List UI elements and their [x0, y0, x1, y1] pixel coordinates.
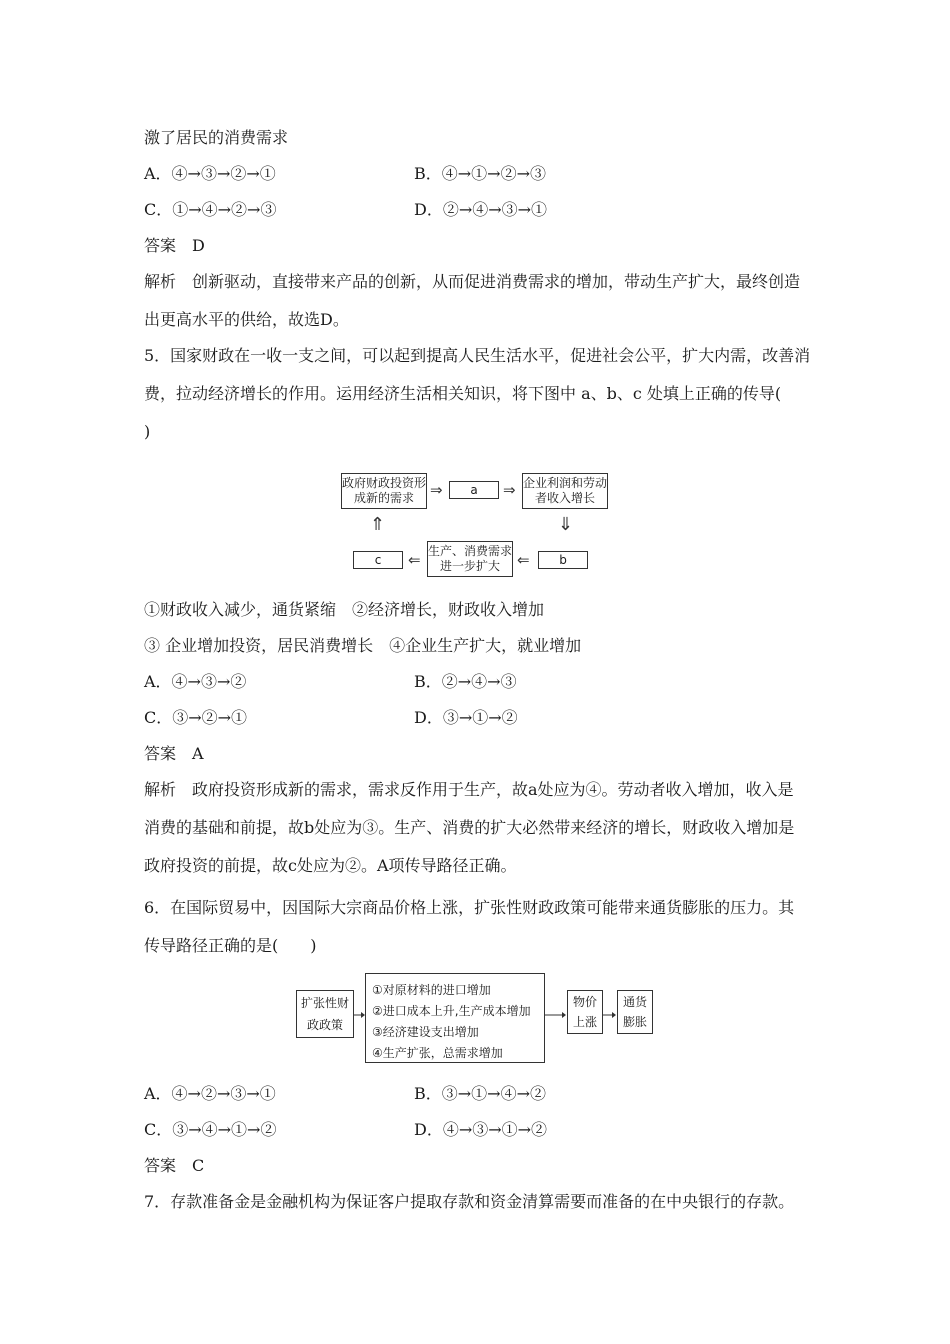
diagram-box-label: c: [374, 552, 382, 567]
option-d: D．③→①→②: [414, 708, 518, 727]
diagram-box-expansionary-policy: [296, 990, 354, 1038]
analysis-line: 出更高水平的供给，故选D。: [144, 310, 349, 329]
left-arrow-icon: ⇐: [517, 551, 530, 569]
diagram-box-label: 生产、消费需求进一步扩大: [428, 544, 513, 573]
answer: 答案 D: [144, 236, 205, 255]
option-d: D．②→④→③→①: [414, 200, 548, 219]
down-arrow-icon: ⇓: [558, 514, 574, 535]
analysis-line: 消费的基础和前提，故b处应为③。生产、消费的扩大必然带来经济的增长，财政收入增加是: [144, 818, 795, 837]
option-b: B．④→①→②→③: [414, 164, 546, 183]
diagram-list-item: ②进口成本上升,生产成本增加: [372, 1004, 531, 1018]
question-stem: 6．在国际贸易中，因国际大宗商品价格上涨，扩张性财政政策可能带来通货膨胀的压力。其: [144, 898, 795, 917]
diagram-list-item: ③经济建设支出增加: [372, 1025, 479, 1039]
answer: 答案 C: [144, 1156, 205, 1175]
option-b: B．③→①→④→②: [414, 1084, 546, 1103]
diagram-box-price-rise: [567, 990, 603, 1034]
diagram-list-item: ④生产扩张，总需求增加: [372, 1046, 503, 1060]
option-a: A．④→③→②→①: [144, 164, 276, 183]
option-b: B．②→④→③: [414, 672, 517, 691]
diagram-list-item: ①对原材料的进口增加: [372, 983, 491, 997]
diagram-box-demand-expand: [427, 541, 513, 577]
question-stem: 传导路径正确的是( ): [144, 936, 317, 955]
diagram-box-label: 政府财政投资形成新的需求: [342, 476, 427, 505]
right-arrow-icon: ⇒: [503, 481, 516, 499]
analysis-line: 解析 政府投资形成新的需求，需求反作用于生产，故a处应为④。劳动者收入增加，收入是: [144, 780, 794, 799]
option-c: C．③→④→①→②: [144, 1120, 277, 1139]
analysis-line: 政府投资的前提，故c处应为②。A项传导路径正确。: [144, 856, 517, 875]
arrow-icon: [603, 1010, 617, 1020]
diagram-box-a: [449, 481, 499, 499]
option-a: A．④→③→②: [144, 672, 247, 691]
question-stem: 7．存款准备金是金融机构为保证客户提取存款和资金清算需要而准备的在中央银行的存款。: [144, 1192, 795, 1211]
diagram-list-box: [365, 973, 545, 1063]
question-stem: 费，拉动经济增长的作用。运用经济生活相关知识，将下图中 a、b、c 处填上正确的传导(: [144, 384, 782, 403]
diagram-box-label: a: [470, 482, 478, 497]
diagram-box-c: [353, 551, 403, 569]
diagram-box-b: [538, 551, 588, 569]
question-text: 激了居民的消费需求: [144, 128, 289, 147]
question-stem: ): [144, 422, 151, 441]
option-c: C．①→④→②→③: [144, 200, 277, 219]
item-list-line: ①财政收入减少，通货紧缩 ②经济增长，财政收入增加: [144, 600, 545, 619]
diagram-box-label: 物价上涨: [572, 995, 597, 1029]
left-arrow-icon: ⇐: [408, 551, 421, 569]
diagram-box-label: 企业利润和劳动者收入增长: [523, 476, 608, 505]
option-a: A．④→②→③→①: [144, 1084, 276, 1103]
up-arrow-icon: ⇑: [370, 514, 386, 535]
diagram-box-profit-income: [522, 473, 608, 509]
option-c: C．③→②→①: [144, 708, 248, 727]
right-arrow-icon: ⇒: [430, 481, 443, 499]
item-list-line: ③ 企业增加投资，居民消费增长 ④企业生产扩大，就业增加: [144, 636, 582, 655]
diagram-box-label: b: [559, 552, 567, 567]
diagram-box-label: 扩张性财政政策: [300, 996, 349, 1032]
diagram-box-government-investment: [341, 473, 427, 509]
diagram-box-inflation: [617, 990, 653, 1034]
answer: 答案 A: [144, 744, 204, 763]
question-stem: 5．国家财政在一收一支之间，可以起到提高人民生活水平，促进社会公平，扩大内需，改善消: [144, 346, 811, 365]
option-d: D．④→③→①→②: [414, 1120, 548, 1139]
arrow-icon: [545, 1010, 567, 1020]
diagram-box-label: 通货膨胀: [622, 995, 647, 1029]
analysis-line: 解析 创新驱动，直接带来产品的创新，从而促进消费需求的增加，带动生产扩大，最终创造: [144, 272, 801, 291]
